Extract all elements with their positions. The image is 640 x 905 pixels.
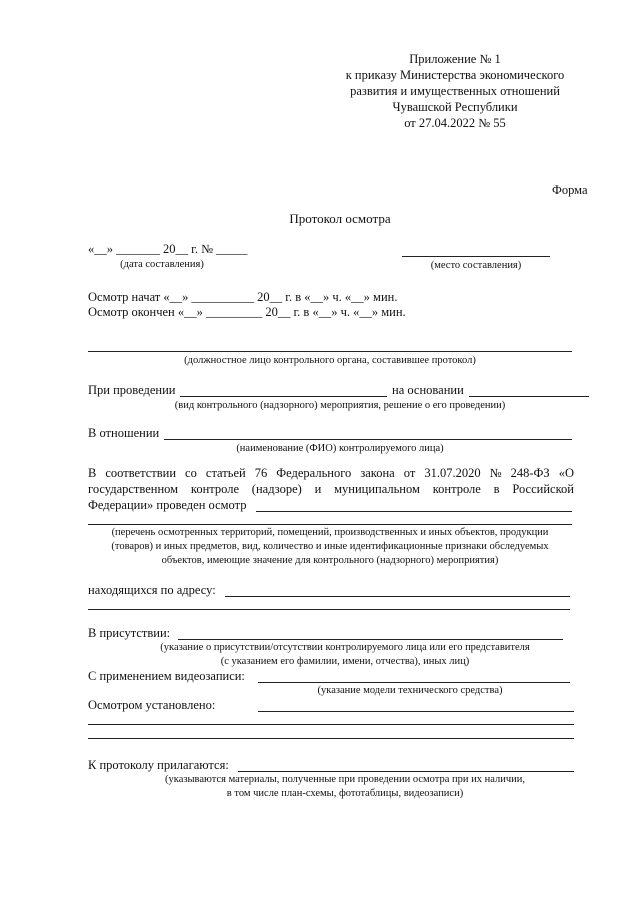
document-title: Протокол осмотра <box>289 211 391 226</box>
attached-caption-2: в том числе план-схемы, фототаблицы, видеозаписи) <box>226 788 464 799</box>
regarding-label: В отношении <box>88 426 160 440</box>
established-label: Осмотром установлено: <box>88 698 216 712</box>
date-number-field: «__» _______ 20__ г. № _____ <box>88 242 248 256</box>
objects-caption-3: объектов, имеющие значение для контрольного (надзорного) мероприятия) <box>161 555 499 566</box>
address-line-1 <box>225 596 570 597</box>
established-line-2 <box>88 724 574 725</box>
established-line-3 <box>88 738 574 739</box>
presence-caption-1: (указание о присутствии/отсутствии контролируемого лица или его представителя <box>160 642 530 653</box>
appendix-line-1: Приложение № 1 <box>409 52 501 66</box>
address-label: находящихся по адресу: <box>88 583 216 597</box>
regarding-line <box>164 439 572 440</box>
video-label: С применением видеозаписи: <box>88 669 245 683</box>
objects-line-1 <box>256 511 572 512</box>
conducting-caption: (вид контрольного (надзорного) мероприятия, решение о его проведении) <box>174 400 506 411</box>
objects-line-2 <box>88 524 572 525</box>
law-text-line-1: В соответствии со статьей 76 Федерального закона от 31.07.2020 № 248-ФЗ «О <box>88 466 574 480</box>
objects-caption-1: (перечень осмотренных территорий, помещений, производственных и иных объектов, продукции <box>111 527 549 538</box>
law-text-line-3: Федерации» проведен осмотр <box>88 498 247 512</box>
presence-label: В присутствии: <box>88 626 171 640</box>
address-line-2 <box>88 609 570 610</box>
appendix-line-4: Чувашской Республики <box>392 100 518 114</box>
law-text-line-2: государственном контроле (надзоре) и муниципальном контроле в Российской <box>88 482 574 496</box>
video-line <box>258 682 570 683</box>
presence-line <box>178 639 563 640</box>
conducting-label: При проведении <box>88 383 176 397</box>
inspection-start: Осмотр начат «__» __________ 20__ г. в «__» ч. «__» мин. <box>88 290 398 304</box>
place-caption: (место составления) <box>430 260 522 271</box>
attached-line <box>238 771 574 772</box>
basis-label: на основании <box>392 383 464 397</box>
official-caption: (должностное лицо контрольного органа, составившее протокол) <box>184 355 476 366</box>
attached-label: К протоколу прилагаются: <box>88 758 229 772</box>
form-label: Форма <box>552 183 588 197</box>
appendix-line-2: к приказу Министерства экономического <box>345 68 565 82</box>
date-caption: (дата составления) <box>120 259 204 270</box>
attached-caption-1: (указываются материалы, полученные при проведении осмотра при их наличии, <box>165 774 525 785</box>
basis-line <box>469 396 589 397</box>
video-caption: (указание модели технического средства) <box>317 685 503 696</box>
appendix-line-3: развития и имущественных отношений <box>350 84 560 98</box>
inspection-end: Осмотр окончен «__» _________ 20__ г. в «__» ч. «__» мин. <box>88 305 406 319</box>
conducting-line <box>180 396 387 397</box>
appendix-line-5: от 27.04.2022 № 55 <box>404 116 506 130</box>
objects-caption-2: (товаров) и иных предметов, вид, количество и иные идентификационные признаки обследуемых <box>111 541 549 552</box>
established-line-1 <box>258 711 574 712</box>
official-line <box>88 351 572 352</box>
regarding-caption: (наименование (ФИО) контролируемого лица) <box>236 443 444 454</box>
place-line <box>402 256 550 257</box>
presence-caption-2: (с указанием его фамилии, имени, отчества), иных лиц) <box>220 656 470 667</box>
